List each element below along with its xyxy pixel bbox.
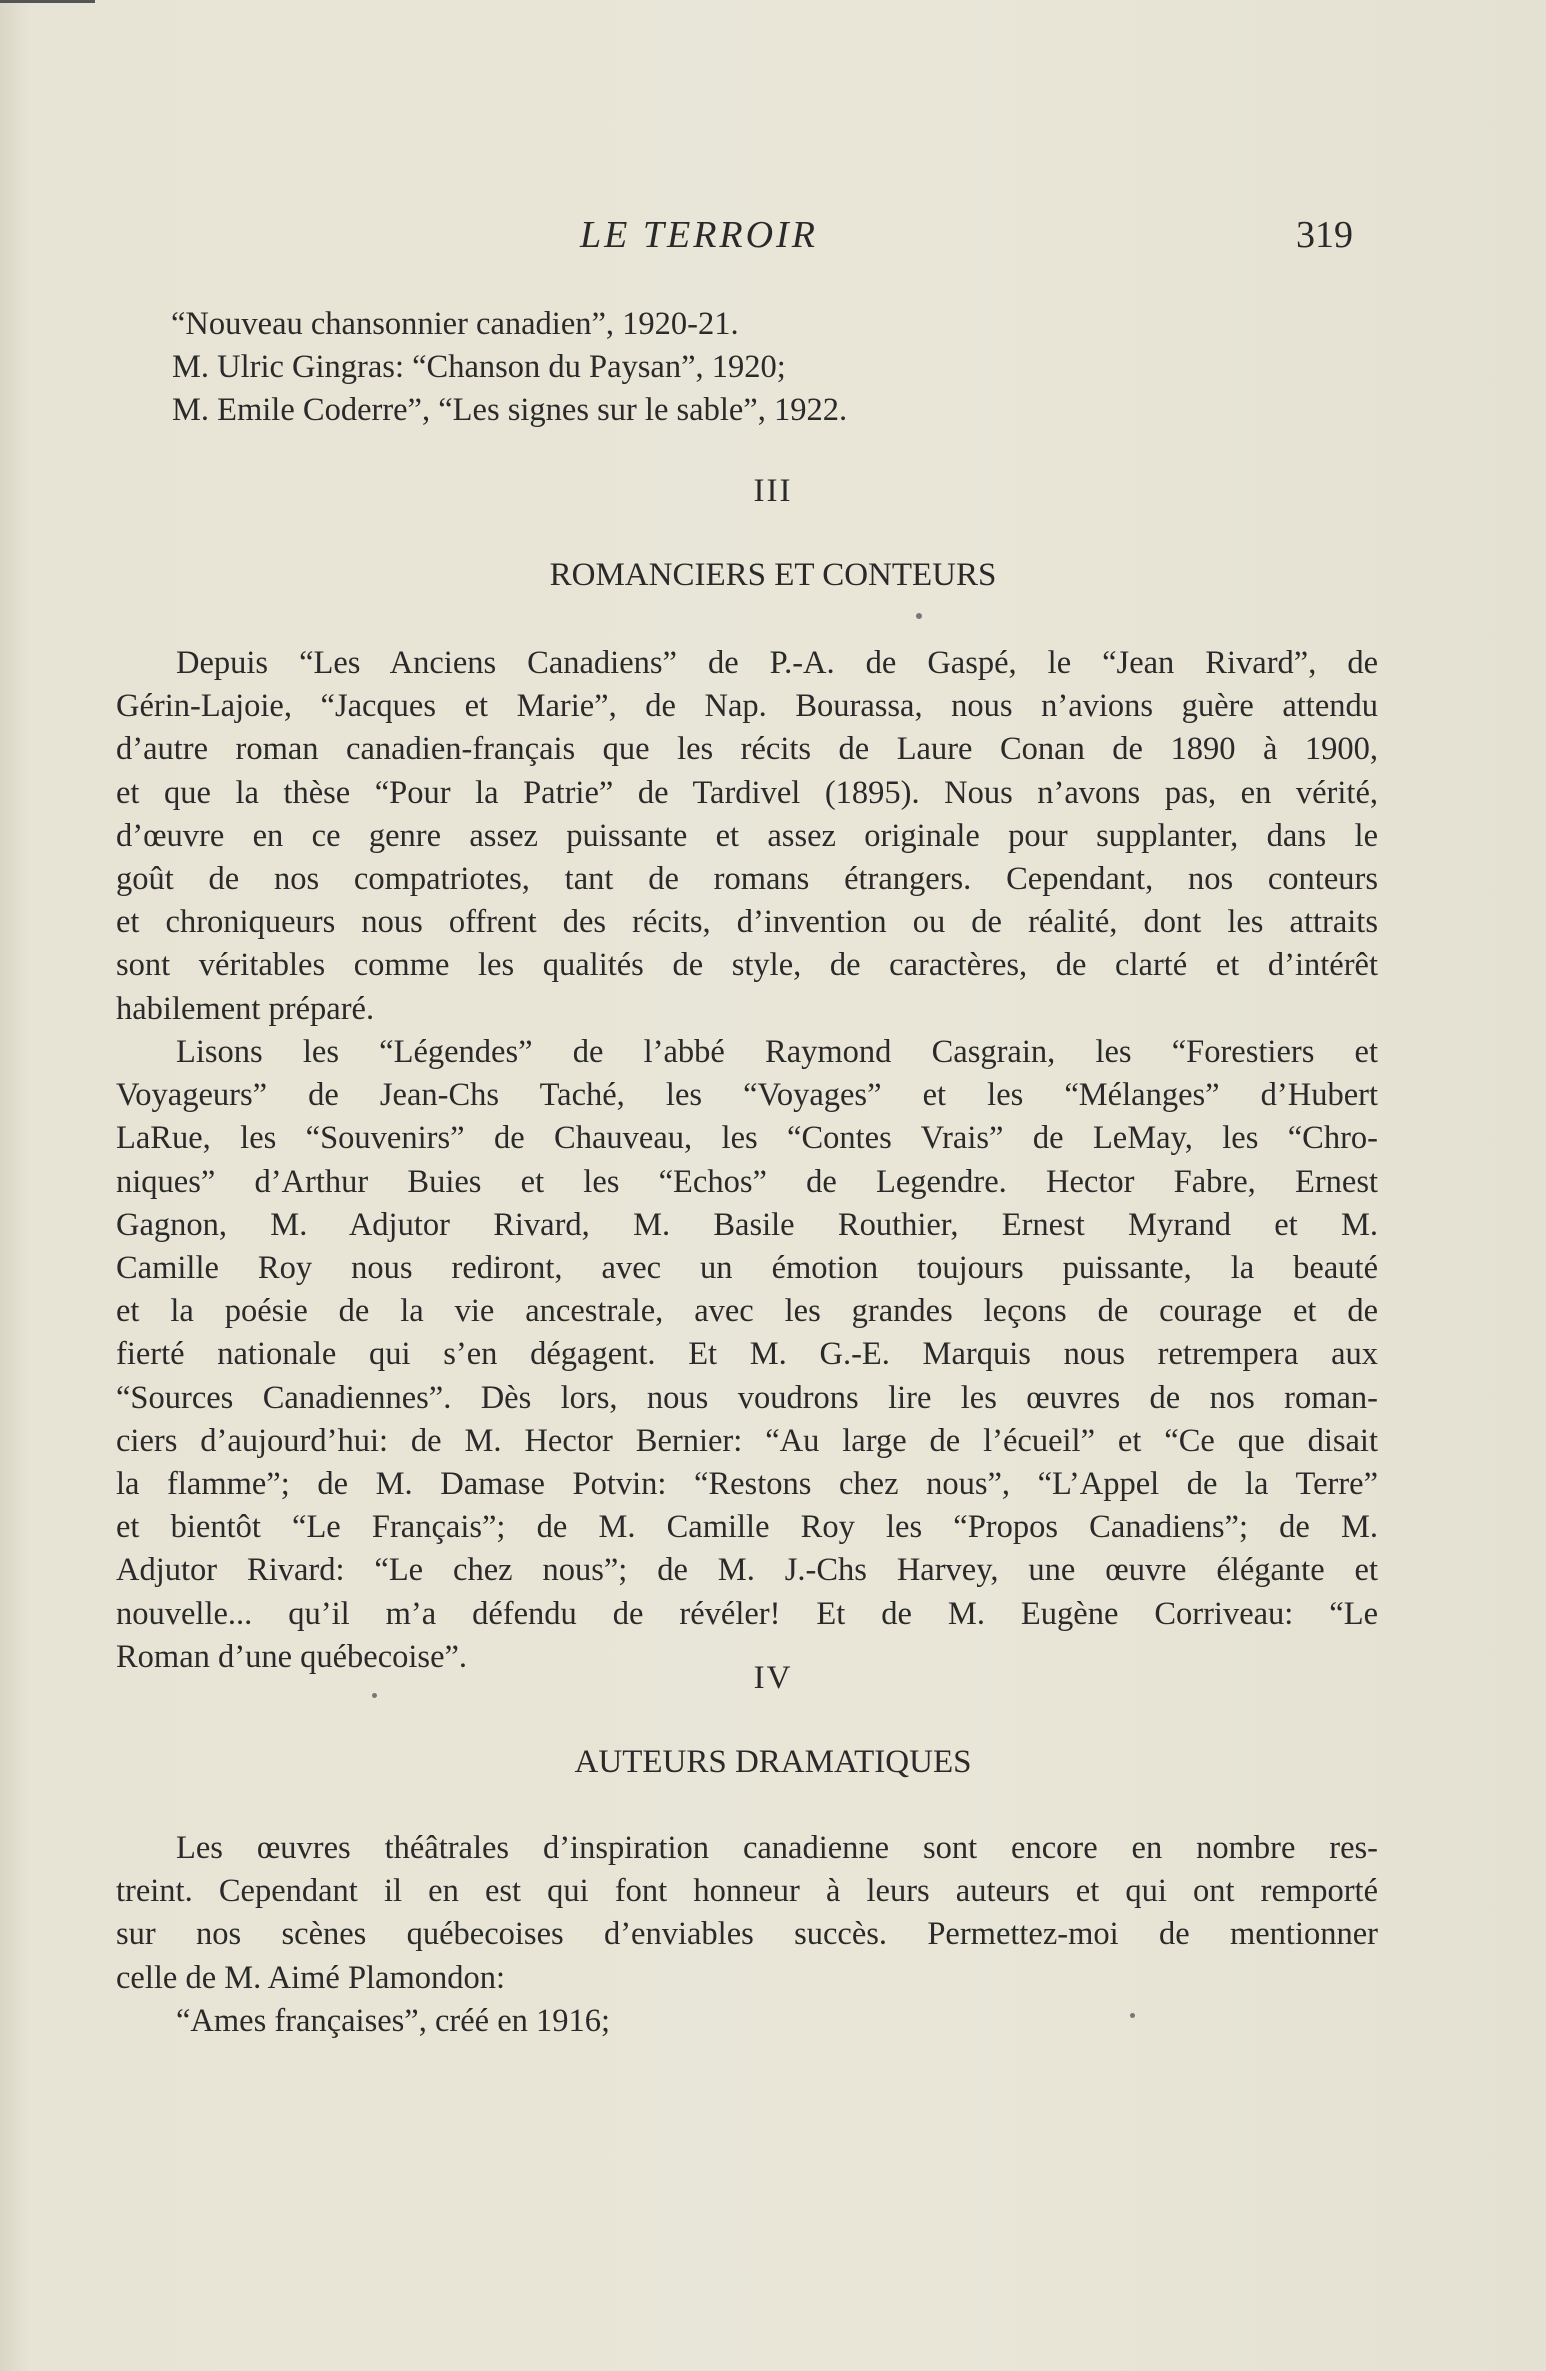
running-title: LE TERROIR (580, 214, 818, 256)
text-line: la flamme”; de M. Damase Potvin: “Restons chez nous”, “L’Appel de la Terre” (116, 1466, 1378, 1503)
text-line: ciers d’aujourd’hui: de M. Hector Bernier: “Au large de l’écueil” et “Ce que disait (116, 1422, 1378, 1459)
text-line: Adjutor Rivard: “Le chez nous”; de M. J.-Chs Harvey, une œuvre élégante et (116, 1552, 1378, 1589)
text-line: habilement préparé. (116, 990, 375, 1027)
text-line: niques” d’Arthur Buies et les “Echos” de Legendre. Hector Fabre, Ernest (116, 1163, 1378, 1200)
intro-line: “Nouveau chansonnier canadien”, 1920-21. (171, 306, 739, 342)
text-line: fierté nationale qui s’en dégagent. Et M. G.-E. Marquis nous retrempera aux (116, 1336, 1378, 1373)
text-line: et chroniqueurs nous offrent des récits, d’invention ou de réalité, dont les attraits (116, 904, 1378, 941)
page-number: 319 (1296, 214, 1353, 256)
text-line: d’autre roman canadien-français que les récits de Laure Conan de 1890 à 1900, (116, 731, 1378, 768)
text-line: Depuis “Les Anciens Canadiens” de P.-A. de Gaspé, le “Jean Rivard”, de (176, 645, 1378, 681)
text-line: sur nos scènes québecoises d’enviables succès. Permettez-moi de mentionner (116, 1916, 1378, 1953)
text-line: et que la thèse “Pour la Patrie” de Tardivel (1895). Nous n’avons pas, en vérité, (116, 774, 1378, 811)
text-line: d’œuvre en ce genre assez puissante et assez originale pour supplanter, dans le (116, 817, 1378, 854)
text-line: “Sources Canadiennes”. Dès lors, nous voudrons lire les œuvres de nos roman- (116, 1379, 1378, 1416)
running-header (0, 213, 1546, 263)
text-line: et bientôt “Le Français”; de M. Camille Roy les “Propos Canadiens”; de M. (116, 1509, 1378, 1546)
text-line: Lisons les “Légendes” de l’abbé Raymond Casgrain, les “Forestiers et (176, 1034, 1378, 1070)
speck (916, 613, 922, 619)
text-line: sont véritables comme les qualités de style, de caractères, de clarté et d’intérêt (116, 947, 1378, 984)
text-line: Gérin-Lajoie, “Jacques et Marie”, de Nap. Bourassa, nous n’avions guère attendu (116, 688, 1378, 725)
top-edge-rule (0, 0, 95, 3)
list-item: “Ames françaises”, créé en 1916; (176, 2002, 611, 2039)
section3-paragraph2 (116, 1031, 1378, 1679)
intro-line: M. Ulric Gingras: “Chanson du Paysan”, 1920; (172, 349, 786, 386)
text-line: Voyageurs” de Jean-Chs Taché, les “Voyages” et les “Mélanges” d’Hubert (116, 1077, 1378, 1114)
text-line: celle de M. Aimé Plamondon: (116, 1959, 506, 1996)
text-line: LaRue, les “Souvenirs” de Chauveau, les “Contes Vrais” de LeMay, les “Chro- (116, 1120, 1378, 1157)
speck (1130, 2013, 1135, 2018)
section4-paragraph1 (116, 1827, 1378, 2043)
intro-list (116, 303, 1378, 433)
text-line: goût de nos compatriotes, tant de romans étrangers. Cependant, nos conteurs (116, 861, 1378, 898)
section3-paragraph1 (116, 642, 1378, 1031)
text-line: Gagnon, M. Adjutor Rivard, M. Basile Routhier, Ernest Myrand et M. (116, 1206, 1378, 1243)
section-numeral: IV (753, 1660, 793, 1696)
text-line: et la poésie de la vie ancestrale, avec les grandes leçons de courage et de (116, 1293, 1378, 1330)
text-line: Camille Roy nous rediront, avec un émotion toujours puissante, la beauté (116, 1250, 1378, 1287)
text-line: treint. Cependant il en est qui font honneur à leurs auteurs et qui ont remporté (116, 1873, 1378, 1910)
section-title: AUTEURS DRAMATIQUES (574, 1744, 972, 1780)
intro-line: M. Emile Coderre”, “Les signes sur le sable”, 1922. (172, 392, 848, 429)
section-numeral: III (753, 473, 793, 509)
text-line: Roman d’une québecoise”. (116, 1638, 468, 1675)
text-line: nouvelle... qu’il m’a défendu de révéler! Et de M. Eugène Corriveau: “Le (116, 1595, 1378, 1632)
section-title: ROMANCIERS ET CONTEURS (549, 557, 997, 593)
text-line: Les œuvres théâtrales d’inspiration canadienne sont encore en nombre res- (176, 1830, 1378, 1866)
